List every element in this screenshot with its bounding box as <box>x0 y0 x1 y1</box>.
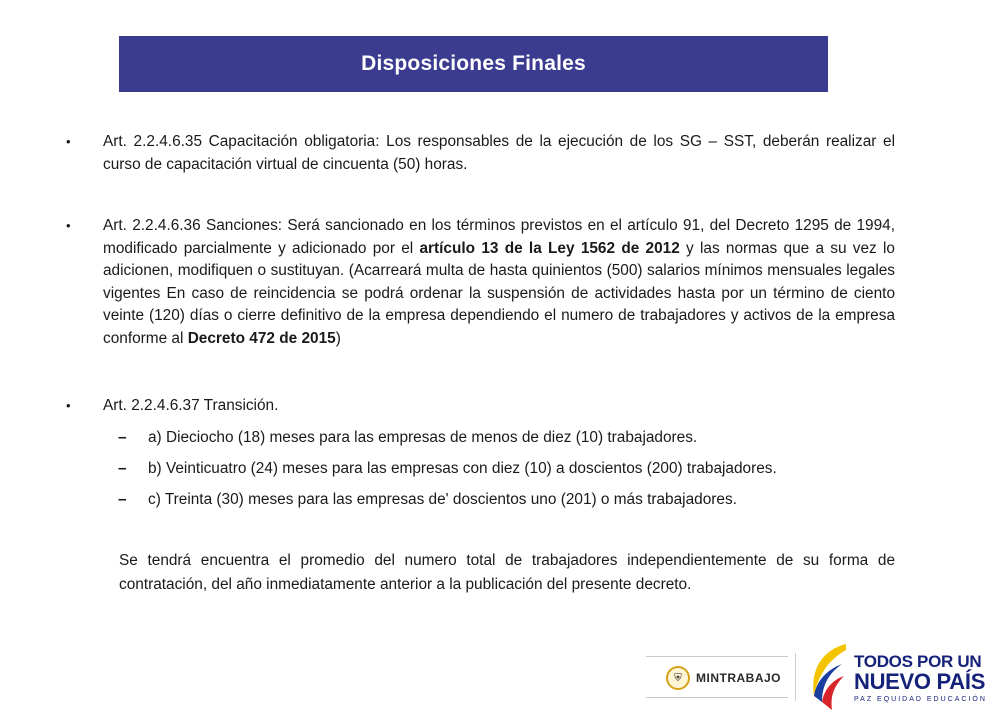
mintrabajo-logo <box>666 666 781 690</box>
bullet-art36 <box>66 215 895 350</box>
art36-text-3: ) <box>335 329 341 347</box>
sub-item-b <box>118 458 898 480</box>
title-bar <box>119 36 828 92</box>
dash-icon: – <box>118 460 127 477</box>
closing-paragraph: Se tendrá encuentra el promedio del numero total de trabajadores independientemente de su forma de contratación, del año inmediatamente anterior a la publicación del presente decreto. <box>119 552 895 593</box>
bullet-icon: • <box>66 134 71 149</box>
footer-divider-top <box>646 656 788 657</box>
art36-bold-ley: artículo 13 de la Ley 1562 de 2012 <box>419 239 680 257</box>
art36-text-1: Art. 2.2.4.6.36 Sanciones: Será sancionado en los términos previstos en el artículo 91, del Decreto 1295 de 1994, modificado parcialmente y adicionado por el <box>103 217 895 257</box>
slogan-line-3: PAZ EQUIDAD EDUCACIÓN <box>854 696 987 703</box>
sub-item-text: c) Treinta (30) meses para las empresas de' doscientos uno (201) o más trabajadores. <box>148 491 737 508</box>
sub-item-text: b) Veinticuatro (24) meses para las empresas con diez (10) a doscientos (200) trabajadores. <box>148 460 777 477</box>
bullet-art35 <box>66 131 895 176</box>
slide-title: Disposiciones Finales <box>361 52 586 75</box>
sub-item-text: a) Dieciocho (18) meses para las empresas de menos de diez (10) trabajadores. <box>148 429 698 446</box>
sub-item-a <box>118 427 898 449</box>
dash-icon: – <box>118 429 127 446</box>
art36-bold-decreto: Decreto 472 de 2015 <box>187 329 336 347</box>
footer-divider-bottom <box>646 697 788 698</box>
bullet-icon: • <box>66 218 71 233</box>
art35-text: Art. 2.2.4.6.35 Capacitación obligatoria: Los responsables de la ejecución de los SG – SST, deberán realizar el curso de capacitación virtual de cincuenta (50) horas. <box>103 133 895 173</box>
slogan-line-2: NUEVO PAÍS <box>854 669 986 694</box>
bullet-icon: • <box>66 398 71 413</box>
ministry-name: MINTRABAJO <box>696 671 781 685</box>
flag-swoosh-icon <box>806 636 854 716</box>
dash-icon: – <box>118 491 127 508</box>
coat-of-arms-icon: ⛨ <box>666 666 690 690</box>
footer-separator <box>795 653 796 701</box>
art37-text: Art. 2.2.4.6.37 Transición. <box>103 397 279 414</box>
art36-text-2: y las normas que a su vez lo adicionen, modifiquen o sustituyan. (Acarreará multa de hasta quinientos (500) salarios mínimos mensuales legales vigentes En caso de reincidencia se podrá ordenar la suspensión de actividades hasta por un término de ciento veinte (120) días o cierre definitivo de la empresa dependiendo el numero de trabajadores y activos de la empresa conforme al <box>103 239 895 347</box>
bullet-art37 <box>66 395 895 418</box>
sub-item-c <box>118 489 898 511</box>
todos-por-un-nuevo-pais-logo <box>806 636 987 716</box>
slogan-line-1: TODOS POR UN <box>854 652 982 671</box>
